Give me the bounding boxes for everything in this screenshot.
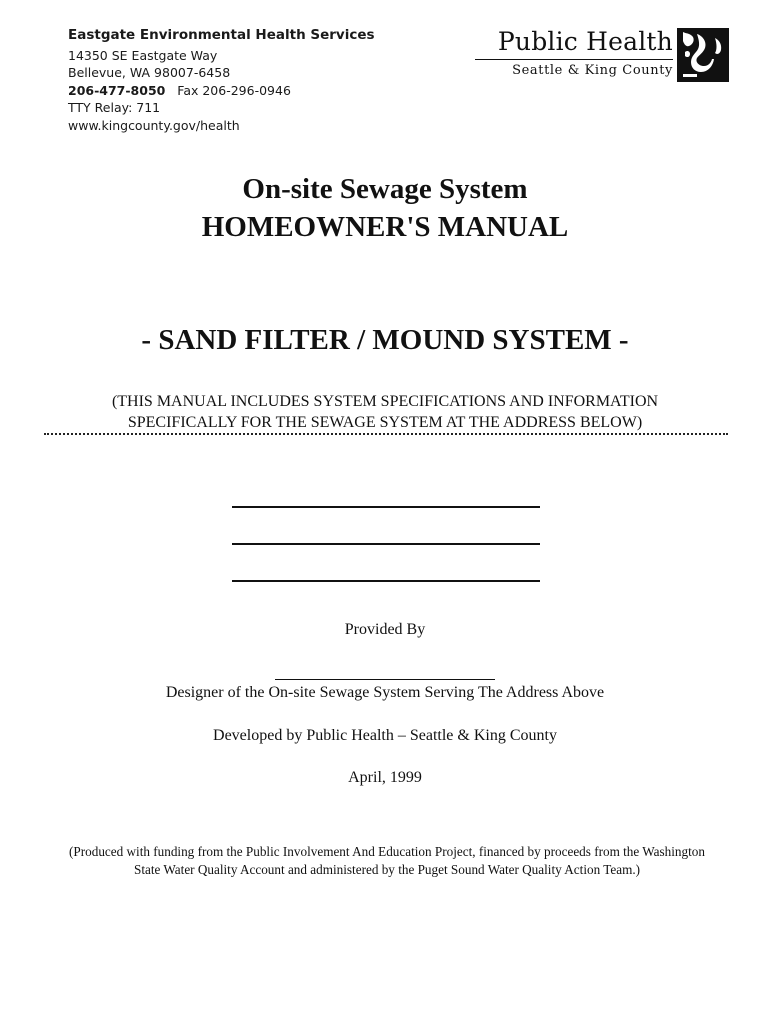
fax-number: Fax 206-296-0946 [177,82,291,98]
logo-rule [475,59,673,60]
manual-title-line-2: HOMEOWNER'S MANUAL [201,211,569,243]
designer-blank-line [275,679,495,680]
address-blank-line-2 [232,543,540,545]
address-line-1: 14350 SE Eastgate Way [68,47,218,63]
phone-fax-line [68,82,375,100]
manual-note-line-2: SPECIFICALLY FOR THE SEWAGE SYSTEM AT THE ADDRESS BELOW) [127,414,643,431]
logo-subtitle: Seattle & King County [512,63,673,78]
funding-note-line-1: (Produced with funding from the Public Involvement And Education Project, financed by proceeds from the Washington [69,844,705,859]
public-health-logo [473,26,733,86]
developed-by-text: Developed by Public Health – Seattle & King County [213,727,557,744]
agency-contact-block [68,27,375,134]
agency-name: Eastgate Environmental Health Services [68,27,375,43]
manual-note-line-1: (THIS MANUAL INCLUDES SYSTEM SPECIFICATIONS AND INFORMATION [111,393,659,410]
address-blank-line-3 [232,580,540,582]
manual-title-line-1: On-site Sewage System [242,173,528,205]
system-type-heading: - SAND FILTER / MOUND SYSTEM - [141,324,629,356]
dotted-divider [44,433,728,435]
phone-number: 206-477-8050 [68,82,166,98]
portrait-emblem-icon [677,28,729,82]
provided-by-label: Provided By [344,621,426,638]
designer-caption: Designer of the On-site Sewage System Serving The Address Above [165,684,605,701]
tty-relay: TTY Relay: 711 [68,100,161,115]
logo-title: Public Health [497,27,673,56]
funding-note-line-2: State Water Quality Account and administered by the Puget Sound Water Quality Action Team.) [133,862,641,877]
logo-text [473,26,673,80]
website: www.kingcounty.gov/health [68,117,240,133]
address-line-2: Bellevue, WA 98007-6458 [68,65,231,80]
publication-date: April, 1999 [348,769,422,786]
address-blank-line-1 [232,506,540,508]
